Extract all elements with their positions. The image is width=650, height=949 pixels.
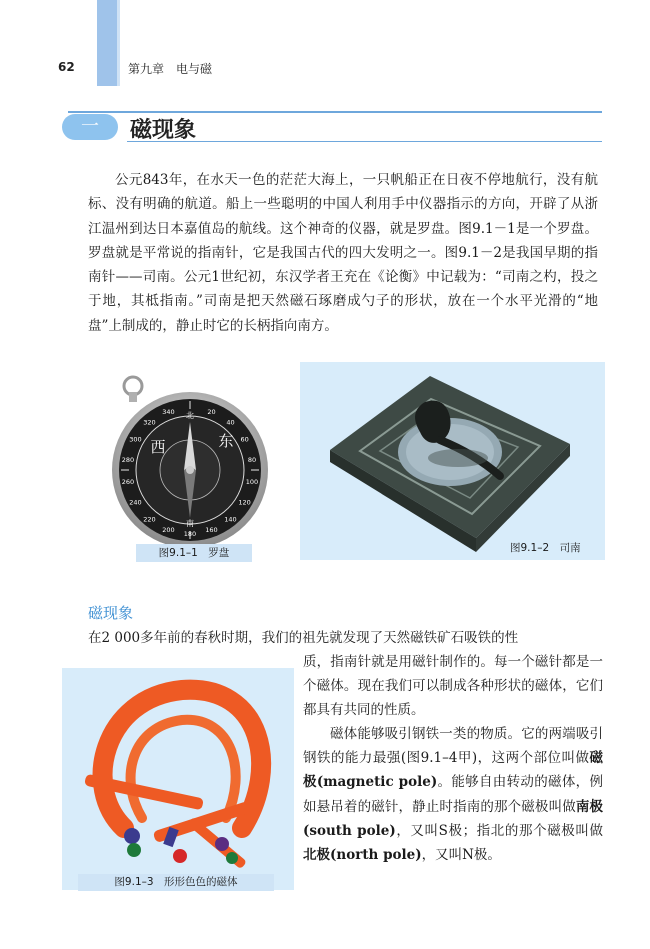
magnets-illustration [62, 668, 294, 890]
figure-compass [86, 362, 294, 560]
figure-sinan [300, 362, 605, 560]
term-magnetic-pole: 磁极(magnetic pole) [303, 750, 603, 791]
paragraph-3-part-a: 磁体能够吸引钢铁一类的物质。它的两端吸引钢铁的能力最强(图9.1–4甲)，这两个部位叫做 [303, 726, 603, 767]
compass-degree-label: 120 [238, 498, 251, 507]
figure-magnets [62, 668, 294, 890]
compass-degree-label: 160 [205, 526, 218, 535]
compass-degree-label: 60 [240, 435, 249, 444]
chapter-title: 第九章 电与磁 [128, 62, 213, 76]
compass-degree-label: 20 [207, 407, 216, 416]
intro-paragraph [88, 168, 598, 338]
compass-degree-label: 340 [162, 407, 175, 416]
compass-degree-label: 100 [245, 477, 259, 486]
compass-north-label: 北 [186, 411, 194, 420]
paragraph-3-part-c: ，又叫S极；指北的那个磁极叫做 [395, 822, 604, 839]
disc-magnet-3 [215, 837, 229, 851]
compass-degree-label: 40 [226, 418, 235, 427]
paragraph-3-part-d: ，又叫N极。 [421, 846, 501, 863]
subsection-title: 磁现象 [88, 604, 134, 622]
compass-degree-label: 320 [143, 418, 156, 427]
compass-west-label: 西 [150, 438, 166, 456]
intro-paragraph-text: 公元843年，在水天一色的茫茫大海上，一只帆船正在日夜不停地航行，没有航标、没有明确的航道。船上一些聪明的中国人利用手中仪器指示的方向，开辟了从浙江温州到达日本嘉值岛的航线。这个神奇的仪器，就是罗盘。图9.1－1是一个罗盘。罗盘就是平常说的指南针，它是我国古代的四大发明之一。图9.1－2是我国早期的指南针——司南。公元1世纪初，东汉学者王充在《论衡》中记载为：“司南之杓，投之于地，其柢指南。”司南是把天然磁石琢磨成勺子的形状，放在一个水平光滑的“地盘”上制成的，静止时它的长柄指向南方。 [88, 172, 598, 334]
right-column-text [303, 650, 603, 867]
caption-magnets: 图9.1–3 形形色色的磁体 [78, 874, 274, 891]
decorative-top-bar-edge [117, 0, 120, 86]
paragraph-3-part-b: 。能够自由转动的磁体，例如悬吊着的磁针，静止时指南的那个磁极叫做 [303, 774, 603, 815]
disc-magnet-1 [124, 828, 140, 844]
compass-east-label: 东 [218, 432, 234, 450]
compass-degree-label: 260 [121, 477, 135, 486]
sinan-illustration [300, 362, 605, 560]
compass-degree-label: 80 [247, 456, 257, 465]
compass-south-label: 南 [186, 519, 194, 528]
term-south-pole: 南极(south pole) [303, 798, 604, 839]
paragraph-2-continued: 质，指南针就是用磁针制作的。每一个磁针都是一个磁体。现在我们可以制成各种形状的磁体，它们都具有共同的性质。 [303, 654, 603, 719]
disc-magnet-2 [127, 843, 141, 857]
caption-sinan: 图9.1–2 司南 [510, 542, 581, 554]
compass-degree-label: 140 [224, 515, 237, 524]
paragraph-3 [303, 722, 603, 867]
compass-degree-label: 180 [183, 530, 197, 538]
compass-degree-label: 200 [162, 526, 175, 535]
paragraph-2-first-line: 在2 000多年前的春秋时期，我们的祖先就发现了天然磁铁矿石吸铁的性 [88, 630, 519, 646]
caption-compass: 图9.1–1 罗盘 [136, 544, 252, 562]
compass-illustration [86, 362, 294, 560]
section-number-badge: 一 [62, 114, 118, 140]
compass-degree-label: 300 [129, 435, 142, 444]
section-rule-bottom [127, 141, 602, 142]
compass-degree-label: 240 [129, 498, 142, 507]
page-number: 62 [58, 60, 75, 74]
section-title: 磁现象 [130, 118, 197, 143]
compass-degree-label: 220 [143, 515, 156, 524]
term-north-pole: 北极(north pole) [303, 846, 422, 863]
compass-degree-label: 280 [121, 456, 135, 465]
decorative-top-bar [97, 0, 117, 86]
